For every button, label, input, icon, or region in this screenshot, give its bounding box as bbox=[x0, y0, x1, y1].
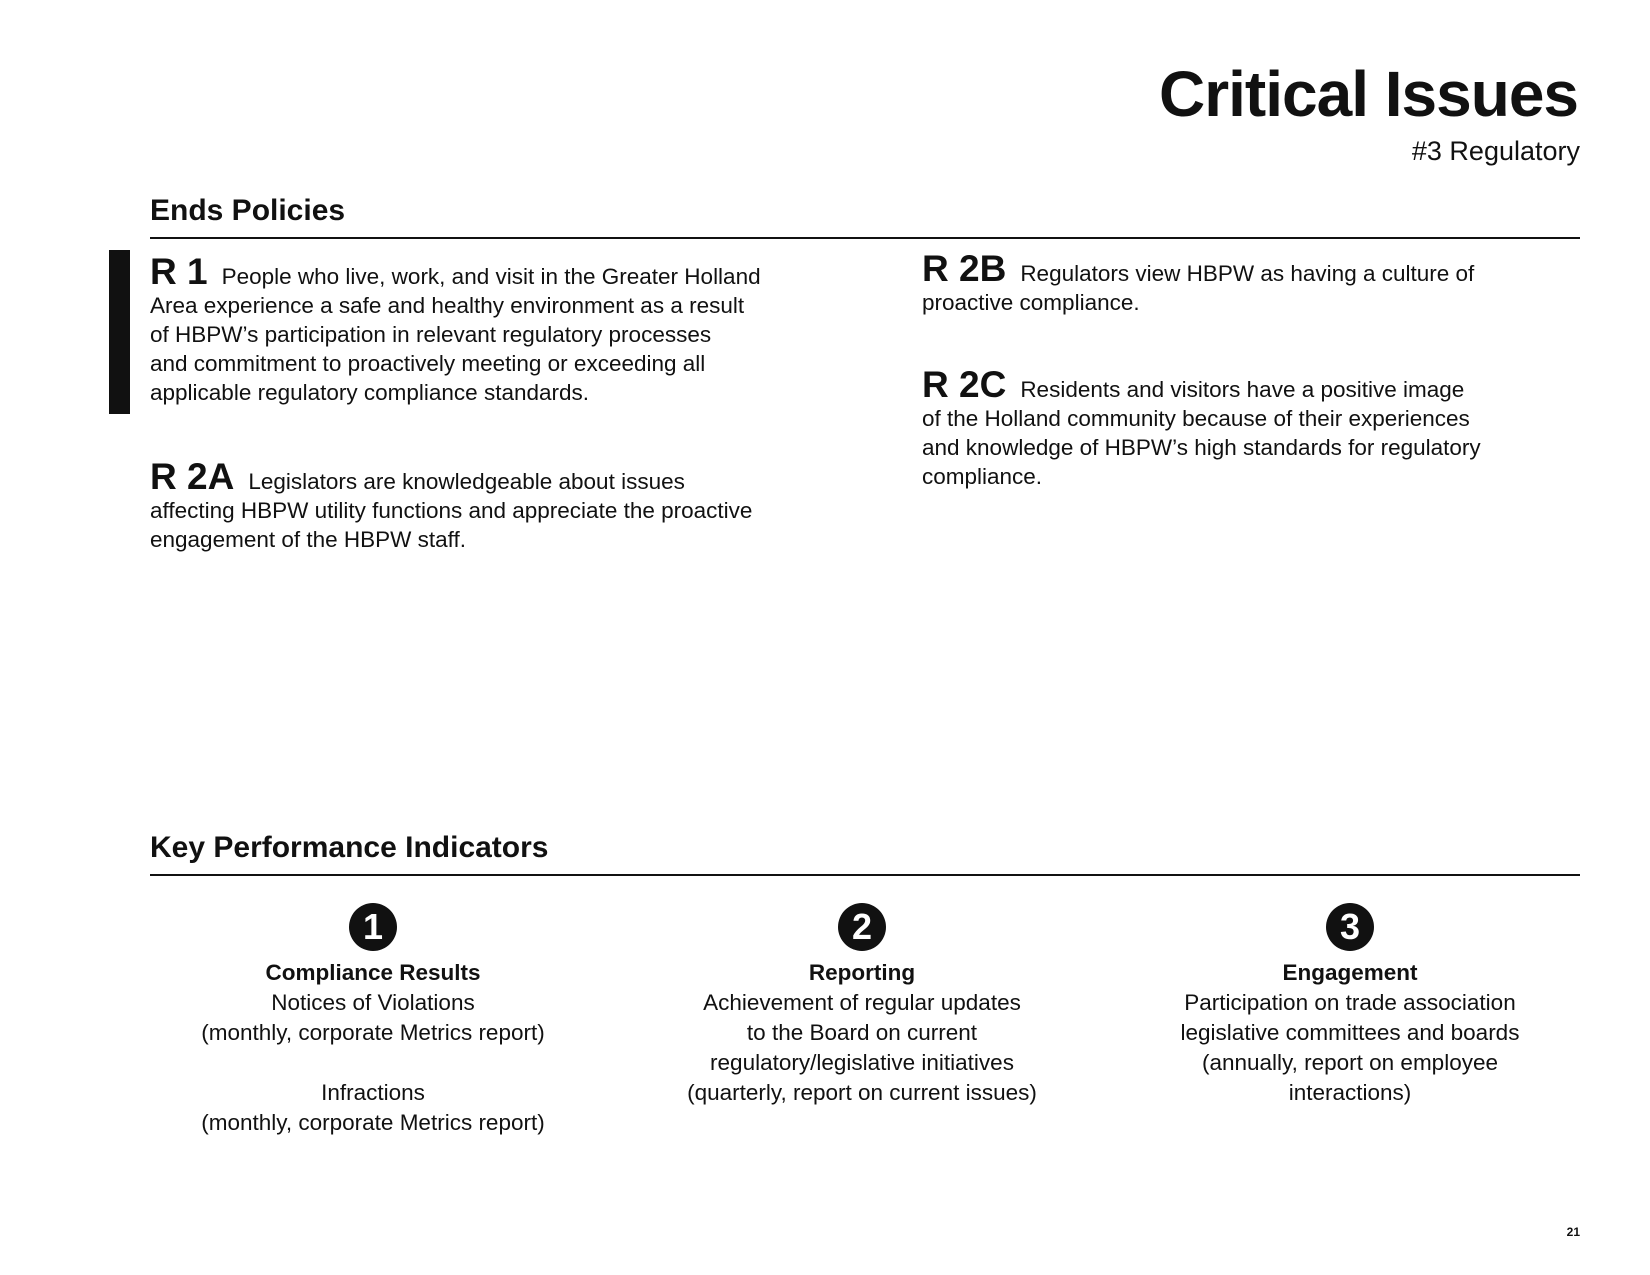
number-2-icon: 2 bbox=[838, 903, 886, 951]
policy-r1 bbox=[150, 251, 810, 407]
policy-first-line bbox=[150, 456, 810, 497]
policy-code: R 2A bbox=[150, 456, 235, 497]
kpi-line: to the Board on current bbox=[746, 1020, 978, 1045]
kpi-reporting bbox=[662, 903, 1062, 1108]
policy-code: R 2B bbox=[922, 248, 1007, 289]
kpi-line: interactions) bbox=[1288, 1080, 1412, 1105]
kpi-title: Engagement bbox=[1282, 960, 1418, 985]
policy-text: Legislators are knowledgeable about issues bbox=[248, 469, 685, 494]
policy-r2c bbox=[922, 364, 1562, 491]
policy-text: Regulators view HBPW as having a culture of bbox=[1020, 261, 1475, 286]
policy-text: People who live, work, and visit in the Greater Holland bbox=[221, 264, 761, 289]
policy-line: engagement of the HBPW staff. bbox=[150, 527, 467, 552]
policy-first-line bbox=[150, 251, 810, 292]
page-subtitle: #3 Regulatory bbox=[1411, 136, 1580, 166]
policy-code: R 2C bbox=[922, 364, 1007, 405]
kpi-line: Infractions bbox=[321, 1080, 425, 1105]
number-3-icon: 3 bbox=[1326, 903, 1374, 951]
highlight-marker bbox=[109, 250, 130, 414]
page-title: Critical Issues bbox=[1159, 58, 1578, 130]
policy-r2b bbox=[922, 248, 1562, 317]
kpi-title: Reporting bbox=[808, 960, 916, 985]
kpi-line: regulatory/legislative initiatives bbox=[710, 1050, 1014, 1075]
policy-r2a bbox=[150, 456, 810, 554]
policy-line: and commitment to proactively meeting or exceeding all bbox=[150, 351, 706, 376]
kpi-line: Achievement of regular updates bbox=[703, 990, 1021, 1015]
kpi-heading: Key Performance Indicators bbox=[150, 831, 549, 864]
policy-line: of the Holland community because of their experiences bbox=[922, 406, 1470, 431]
kpi-line: legislative committees and boards bbox=[1180, 1020, 1520, 1045]
kpi-line: (monthly, corporate Metrics report) bbox=[201, 1020, 545, 1045]
kpi-spacer bbox=[173, 1048, 573, 1078]
kpi-compliance-results bbox=[173, 903, 573, 1138]
kpi-title: Compliance Results bbox=[265, 960, 481, 985]
number-1-icon: 1 bbox=[349, 903, 397, 951]
kpi-divider bbox=[150, 874, 1580, 876]
kpi-engagement bbox=[1150, 903, 1550, 1108]
policy-code: R 1 bbox=[150, 251, 208, 292]
ends-policies-divider bbox=[150, 237, 1580, 239]
kpi-line: (annually, report on employee bbox=[1201, 1050, 1498, 1075]
kpi-line: Notices of Violations bbox=[271, 990, 475, 1015]
policy-line: proactive compliance. bbox=[922, 290, 1140, 315]
policy-line: compliance. bbox=[922, 464, 1043, 489]
policy-line: of HBPW’s participation in relevant regulatory processes bbox=[150, 322, 712, 347]
policy-line: affecting HBPW utility functions and appreciate the proactive bbox=[150, 498, 753, 523]
page-number: 21 bbox=[1566, 1225, 1580, 1239]
policy-text: Residents and visitors have a positive image bbox=[1020, 377, 1465, 402]
kpi-line: (quarterly, report on current issues) bbox=[687, 1080, 1037, 1105]
policy-line: and knowledge of HBPW’s high standards for regulatory bbox=[922, 435, 1481, 460]
kpi-line: (monthly, corporate Metrics report) bbox=[201, 1110, 545, 1135]
policy-line: Area experience a safe and healthy environment as a result bbox=[150, 293, 745, 318]
policy-first-line bbox=[922, 364, 1562, 405]
policy-first-line bbox=[922, 248, 1562, 289]
policy-line: applicable regulatory compliance standards. bbox=[150, 380, 590, 405]
kpi-line: Participation on trade association bbox=[1184, 990, 1516, 1015]
ends-policies-heading: Ends Policies bbox=[150, 194, 346, 227]
